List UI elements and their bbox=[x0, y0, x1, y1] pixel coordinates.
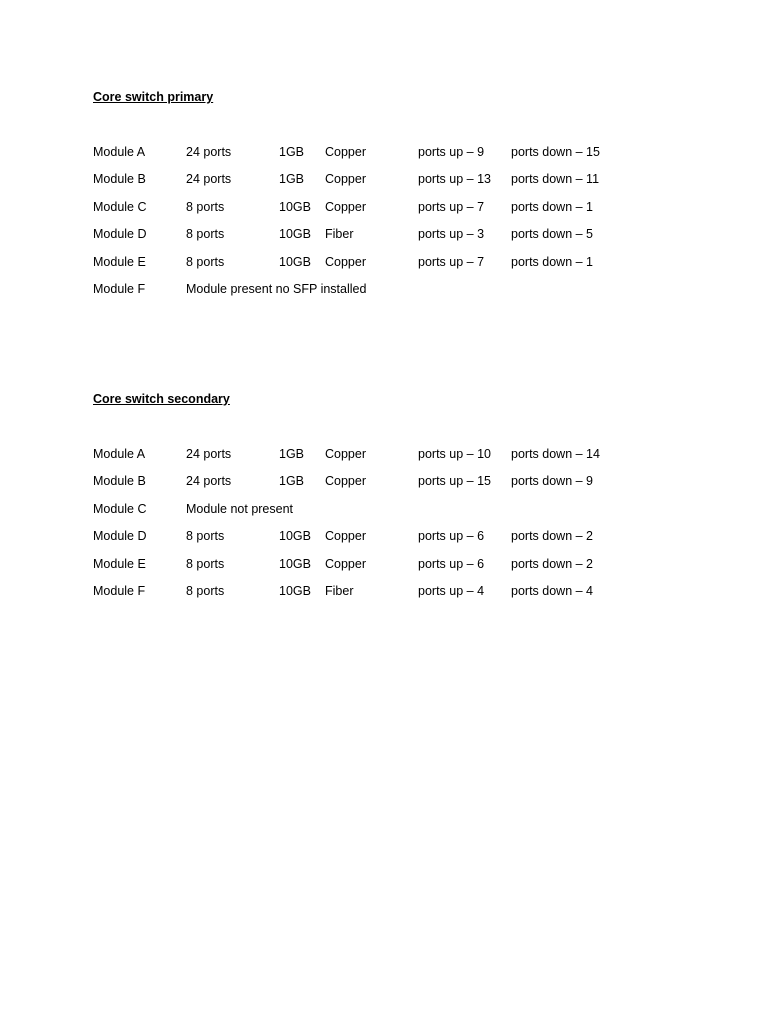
port-speed: 1GB bbox=[279, 447, 305, 461]
port-speed: 10GB bbox=[279, 199, 311, 214]
port-count: 24 ports bbox=[186, 447, 232, 461]
media-type: Copper bbox=[325, 199, 366, 214]
ports-up: ports up – 7 bbox=[418, 199, 485, 214]
section-heading: Core switch secondary bbox=[93, 392, 230, 406]
module-name: Module D bbox=[93, 227, 147, 242]
ports-down: ports down – 1 bbox=[511, 199, 593, 214]
module-row bbox=[93, 143, 693, 170]
port-speed: 10GB bbox=[279, 556, 311, 571]
module-row bbox=[93, 527, 693, 554]
ports-down: ports down – 15 bbox=[511, 145, 600, 159]
ports-up: ports up – 7 bbox=[418, 254, 485, 269]
module-name: Module B bbox=[93, 474, 146, 489]
module-row bbox=[93, 500, 693, 527]
ports-up: ports up – 6 bbox=[418, 556, 485, 571]
ports-down: ports down – 5 bbox=[511, 227, 593, 242]
module-row bbox=[93, 472, 693, 499]
module-name: Module F bbox=[93, 281, 146, 296]
media-type: Copper bbox=[325, 474, 366, 489]
port-count: 24 ports bbox=[186, 474, 232, 489]
module-row bbox=[93, 555, 693, 582]
module-name: Module C bbox=[93, 199, 147, 214]
ports-down: ports down – 1 bbox=[511, 254, 593, 269]
module-row bbox=[93, 253, 693, 280]
media-type: Fiber bbox=[325, 583, 354, 598]
ports-up: ports up – 15 bbox=[418, 474, 491, 489]
section-core-switch-primary bbox=[93, 88, 693, 307]
port-speed: 1GB bbox=[279, 145, 305, 159]
module-name: Module A bbox=[93, 447, 146, 461]
ports-down: ports down – 2 bbox=[511, 529, 593, 544]
media-type: Copper bbox=[325, 529, 366, 544]
module-row bbox=[93, 280, 693, 307]
ports-up: ports up – 6 bbox=[418, 529, 485, 544]
module-name: Module E bbox=[93, 254, 146, 269]
module-name: Module C bbox=[93, 501, 147, 516]
ports-up: ports up – 3 bbox=[418, 227, 485, 242]
port-count: 8 ports bbox=[186, 227, 225, 242]
media-type: Copper bbox=[325, 447, 366, 461]
module-row bbox=[93, 582, 693, 609]
module-row bbox=[93, 170, 693, 197]
port-speed: 1GB bbox=[279, 474, 305, 489]
port-speed: 10GB bbox=[279, 254, 311, 269]
module-note: Module not present bbox=[186, 501, 294, 516]
port-count: 8 ports bbox=[186, 583, 225, 598]
module-name: Module F bbox=[93, 583, 146, 598]
port-count: 8 ports bbox=[186, 529, 225, 544]
port-count: 24 ports bbox=[186, 145, 232, 159]
module-row bbox=[93, 445, 693, 472]
section-heading: Core switch primary bbox=[93, 90, 214, 104]
module-name: Module D bbox=[93, 529, 147, 544]
ports-up: ports up – 13 bbox=[418, 172, 491, 187]
port-count: 8 ports bbox=[186, 199, 225, 214]
ports-up: ports up – 4 bbox=[418, 583, 485, 598]
media-type: Copper bbox=[325, 145, 366, 159]
ports-down: ports down – 9 bbox=[511, 474, 593, 489]
module-row bbox=[93, 225, 693, 252]
ports-down: ports down – 2 bbox=[511, 556, 593, 571]
module-note: Module present no SFP installed bbox=[186, 281, 367, 296]
port-count: 8 ports bbox=[186, 556, 225, 571]
port-speed: 1GB bbox=[279, 172, 305, 187]
port-count: 24 ports bbox=[186, 172, 232, 187]
module-row bbox=[93, 198, 693, 225]
ports-down: ports down – 14 bbox=[511, 447, 600, 461]
media-type: Copper bbox=[325, 556, 366, 571]
media-type: Fiber bbox=[325, 227, 354, 242]
port-count: 8 ports bbox=[186, 254, 225, 269]
module-name: Module A bbox=[93, 145, 146, 159]
media-type: Copper bbox=[325, 254, 366, 269]
ports-down: ports down – 11 bbox=[511, 172, 600, 187]
port-speed: 10GB bbox=[279, 583, 311, 598]
ports-up: ports up – 10 bbox=[418, 447, 491, 461]
ports-up: ports up – 9 bbox=[418, 145, 485, 159]
module-name: Module E bbox=[93, 556, 146, 571]
media-type: Copper bbox=[325, 172, 366, 187]
ports-down: ports down – 4 bbox=[511, 583, 593, 598]
module-name: Module B bbox=[93, 172, 146, 187]
section-core-switch-secondary bbox=[93, 390, 693, 609]
port-speed: 10GB bbox=[279, 529, 311, 544]
port-speed: 10GB bbox=[279, 227, 311, 242]
